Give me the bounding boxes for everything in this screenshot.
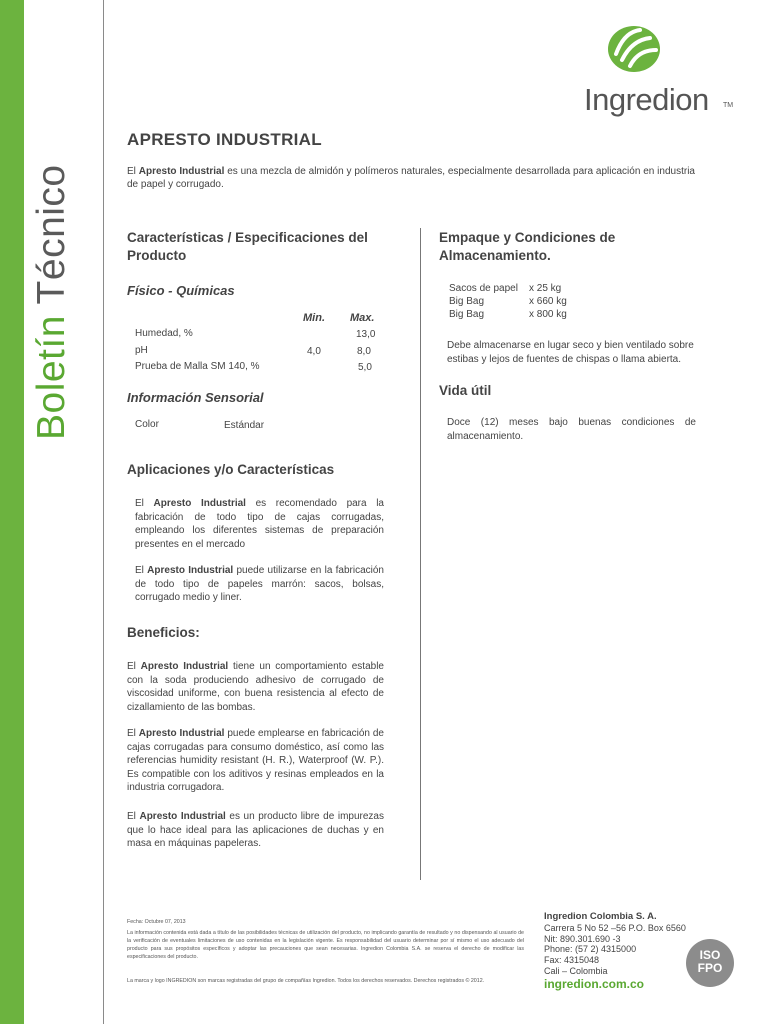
storage-paragraph: Debe almacenarse en lugar seco y bien ventilado sobre estibas y lejos de fuentes de chispas o llama abierta. xyxy=(447,340,694,365)
sensory-heading: Información Sensorial xyxy=(127,390,264,405)
spec-label: Humedad, % xyxy=(135,328,193,339)
spec-label: Prueba de Malla SM 140, % xyxy=(135,361,260,372)
green-sidebar xyxy=(0,0,24,1024)
trademark-mark: TM xyxy=(723,102,734,109)
shelf-life-heading: Vida útil xyxy=(439,383,492,398)
page-title: APRESTO INDUSTRIAL xyxy=(127,130,322,149)
physchem-heading: Físico - Químicas xyxy=(127,283,235,298)
spec-max: 13,0 xyxy=(356,329,376,340)
iso-badge: ISO FPO xyxy=(686,939,734,987)
leaf-logo-icon xyxy=(606,24,662,74)
benefits-paragraph-3: El Apresto Industrial es un producto libre de impurezas que lo hace ideal para las aplicaciones de duchas y en masa en máquinas papeleras. xyxy=(127,811,384,849)
spec-label: pH xyxy=(135,345,148,356)
applications-paragraph-1: El Apresto Industrial es recomendado para la fabricación de todo tipo de cajas corrugadas, empleando los diferentes sistemas de preparación presentes en el mercado xyxy=(135,498,384,550)
company-fax: Fax: 4315048 xyxy=(544,955,600,966)
specs-heading: Características / Especificaciones del Producto xyxy=(127,230,368,263)
package-qty: x 660 kg xyxy=(529,296,567,307)
company-nit: Nit: 890.301.690 -3 xyxy=(544,933,621,944)
shelf-life-paragraph: Doce (12) meses bajo buenas condiciones de almacenamiento. xyxy=(447,417,696,442)
company-phone: Phone: (57 2) 4315000 xyxy=(544,944,637,955)
ingredion-logo xyxy=(584,24,764,124)
package-name: Sacos de papel xyxy=(449,283,518,294)
intro-paragraph: El Apresto Industrial es una mezcla de almidón y polímeros naturales, especialmente desarrollada para aplicación en industria de papel y corrugado. xyxy=(127,166,695,190)
applications-paragraph-2: El Apresto Industrial puede utilizarse en la fabricación de todo tipo de papeles marrón: sacos, bolsas, corrugado medio y liner. xyxy=(135,565,384,603)
company-city: Cali – Colombia xyxy=(544,965,608,976)
package-name: Big Bag xyxy=(449,296,485,307)
package-name: Big Bag xyxy=(449,309,485,320)
sidebar-divider xyxy=(103,0,104,1024)
sensory-value: Estándar xyxy=(224,420,265,431)
footer-disclaimer: La información contenida está dada a título de las posibilidades técnicas de utilización del producto, no implicando garantía de resultado y no dispensando al usuario de la verificación de eventuales limitaciones de uso contenidas en la legislación vigente. Es responsabilidad del usuario determinar por sí mismo el uso adecuado del producto para sus propósitos específicos y adoptar las precauciones que sean necesarias. Ingredion Colombia S.A. se reserva el derecho de modificar las especificaciones del producto. xyxy=(127,930,524,960)
website-link[interactable]: ingredion.com.co xyxy=(544,976,645,991)
benefits-paragraph-1: El Apresto Industrial tiene un comportamiento estable con la soda produciendo adhesivo de corrugado de viscosidad uniforme, con buena resistencia al efecto de cizallamiento de las bombas. xyxy=(127,661,384,713)
footer-date: Fecha: Octubre 07, 2013 xyxy=(127,919,186,925)
max-column-header: Max. xyxy=(350,312,375,324)
brand-name: Ingredion xyxy=(584,82,709,117)
applications-heading: Aplicaciones y/o Características xyxy=(127,462,335,477)
benefits-paragraph-2: El Apresto Industrial puede emplearse en fabricación de cajas corrugadas para consumo doméstico, así como las referencias humidity resistant (H. R.), Waterproof (W. P.). Es compatible con los aditivos y resinas empleados en la industria corrugadora. xyxy=(127,728,384,793)
package-qty: x 25 kg xyxy=(529,283,562,294)
packaging-heading: Empaque y Condiciones de Almacenamiento. xyxy=(439,230,616,263)
bulletin-title-gray: Técnico xyxy=(30,164,73,316)
sensory-label: Color xyxy=(135,419,159,430)
spec-max: 5,0 xyxy=(358,362,372,373)
company-name: Ingredion Colombia S. A. xyxy=(544,911,657,922)
bulletin-title xyxy=(30,164,74,440)
package-qty: x 800 kg xyxy=(529,309,567,320)
benefits-heading: Beneficios: xyxy=(127,625,200,640)
company-address: Carrera 5 No 52 –56 P.O. Box 6560 xyxy=(544,922,686,933)
bulletin-title-green: Boletín xyxy=(30,315,73,440)
min-column-header: Min. xyxy=(303,312,325,324)
contact-block xyxy=(544,912,686,990)
spec-max: 8,0 xyxy=(357,346,371,357)
spec-min: 4,0 xyxy=(307,346,321,357)
footer-trademark: La marca y logo INGREDION son marcas registradas del grupo de compañías Ingredion. Todos los derechos reservados. Derechos registrados © 2012. xyxy=(127,978,485,984)
column-divider xyxy=(420,228,421,880)
